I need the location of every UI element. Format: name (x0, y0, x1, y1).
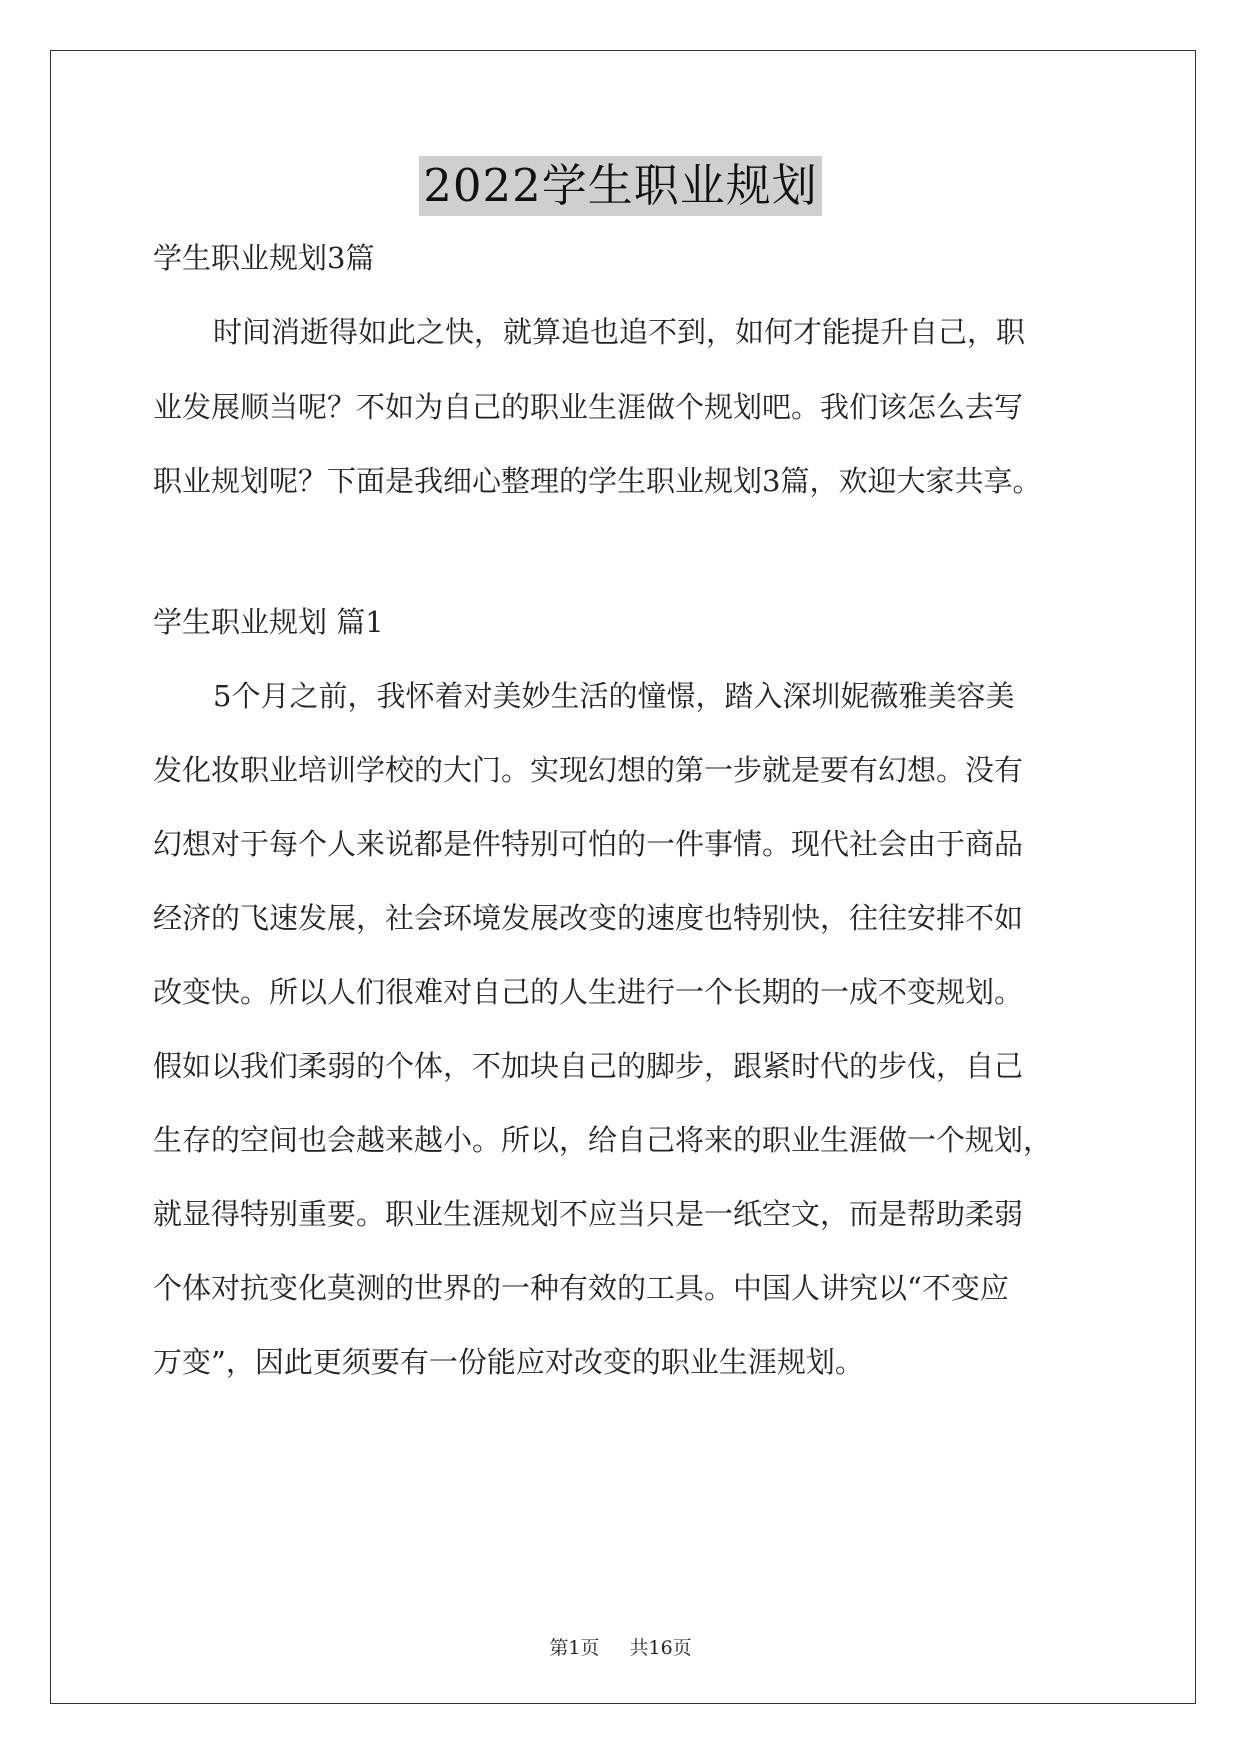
page-number: 第1页 (549, 1637, 600, 1659)
body-line: 幻想对于每个人来说都是件特别可怕的一件事情。现代社会由于商品 (153, 827, 1024, 861)
document-title: 2022学生职业规划 (419, 156, 822, 216)
body-line: 假如以我们柔弱的个体，不加块自己的脚步，跟紧时代的步伐，自己 (153, 1049, 1024, 1083)
intro-line: 时间消逝得如此之快，就算追也追不到，如何才能提升自己，职 (213, 315, 1026, 349)
body-line: 个体对抗变化莫测的世界的一种有效的工具。中国人讲究以“不变应 (153, 1271, 1009, 1305)
body-line: 生存的空间也会越来越小。所以，给自己将来的职业生涯做一个规划， (153, 1123, 1053, 1157)
body-line: 发化妆职业培训学校的大门。实现幻想的第一步就是要有幻想。没有 (153, 753, 1024, 787)
body-line: 改变快。所以人们很难对自己的人生进行一个长期的一成不变规划。 (153, 975, 1024, 1009)
document-subtitle: 学生职业规划3篇 (153, 241, 375, 275)
intro-line: 职业规划呢？下面是我细心整理的学生职业规划3篇，欢迎大家共享。 (153, 464, 1042, 498)
page-border (50, 50, 1196, 1704)
page-footer (0, 1636, 1241, 1660)
body-line: 5个月之前，我怀着对美妙生活的憧憬，踏入深圳妮薇雅美容美 (213, 679, 1015, 713)
total-pages: 共16页 (629, 1637, 692, 1659)
intro-line: 业发展顺当呢？不如为自己的职业生涯做个规划吧。我们该怎么去写 (153, 390, 1024, 424)
body-line: 万变”，因此更须要有一份能应对改变的职业生涯规划。 (153, 1345, 864, 1379)
body-line: 就显得特别重要。职业生涯规划不应当只是一纸空文，而是帮助柔弱 (153, 1197, 1024, 1231)
body-line: 经济的飞速发展，社会环境发展改变的速度也特别快，往往安排不如 (153, 901, 1024, 935)
section-heading: 学生职业规划 篇1 (153, 605, 384, 639)
title-container (0, 156, 1241, 216)
